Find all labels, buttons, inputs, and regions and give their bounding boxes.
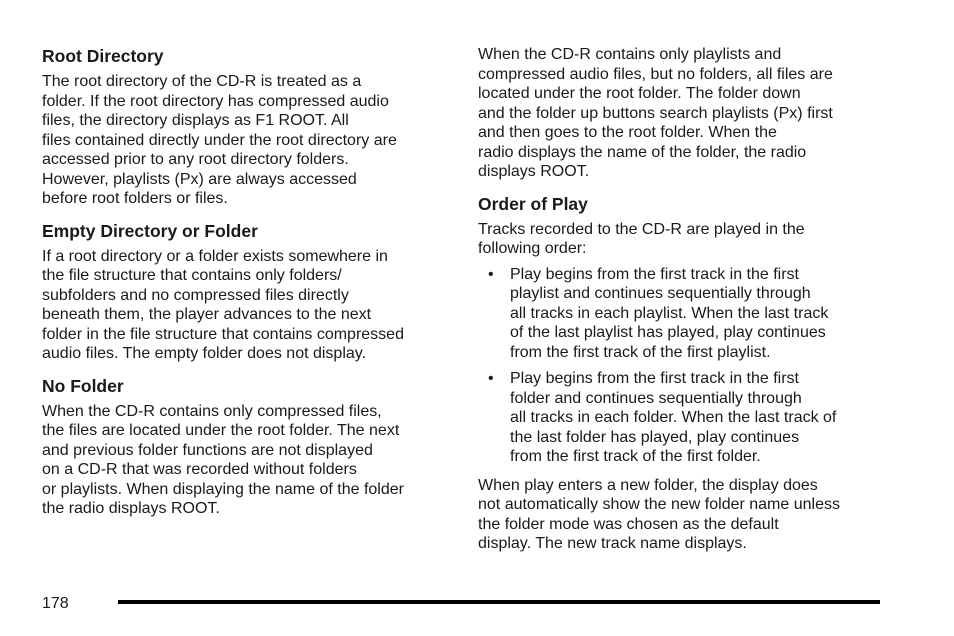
heading-order-of-play: Order of Play: [478, 193, 588, 214]
bullet-list: [478, 265, 888, 467]
paragraph-empty-directory: If a root directory or a folder exists somewhere in the file structure that contains only folders/ subfolders and no compressed files directly beneath them, the player advances to the next folder in the file structure that contains compressed audio files. The empty folder does not display.: [42, 247, 404, 362]
footer-rule: [118, 600, 880, 604]
paragraph-playlists-intro: When the CD-R contains only playlists and compressed audio files, but no folders, all files are located under the root folder. The folder down and the folder up buttons search playlists (Px) first and then goes to the root folder. When the radio displays the name of the folder, the radio displays ROOT.: [478, 46, 833, 180]
left-column: [42, 45, 452, 530]
bullet-icon: •: [488, 370, 494, 387]
right-column: [478, 45, 888, 565]
bullet-text: Play begins from the first track in the first playlist and continues sequentially through all tracks in each playlist. When the last track of the last playlist has played, play continues from the first track of the first playlist.: [510, 265, 829, 361]
bullet-text: Play begins from the first track in the first folder and continues sequentially through all tracks in each folder. When the last track of the last folder has played, play continues from the first track of the first folder.: [510, 370, 837, 465]
list-item: [478, 265, 888, 363]
heading-root-directory: Root Directory: [42, 46, 164, 66]
bullet-icon: •: [488, 265, 494, 283]
paragraph-root-directory: The root directory of the CD-R is treated as a folder. If the root directory has compressed audio files, the directory displays as F1 ROOT. All files contained directly under the root directory are accessed prior to any root directory folders. However, playlists (Px) are always accessed before root folders or files.: [42, 73, 397, 207]
paragraph-closing: When play enters a new folder, the display does not automatically show the new folder name unless the folder mode was chosen as the default display. The new track name displays.: [478, 476, 840, 552]
heading-empty-directory: Empty Directory or Folder: [42, 220, 258, 241]
paragraph-order-of-play: Tracks recorded to the CD-R are played in the following order:: [478, 220, 805, 257]
paragraph-no-folder: When the CD-R contains only compressed files, the files are located under the root folder. The next and previous folder functions are not displayed on a CD-R that was recorded without folders or playlists. When displaying the name of the folder the radio displays ROOT.: [42, 402, 404, 517]
page-number: 178: [42, 595, 69, 612]
heading-no-folder: No Folder: [42, 375, 124, 396]
list-item: [478, 369, 888, 467]
